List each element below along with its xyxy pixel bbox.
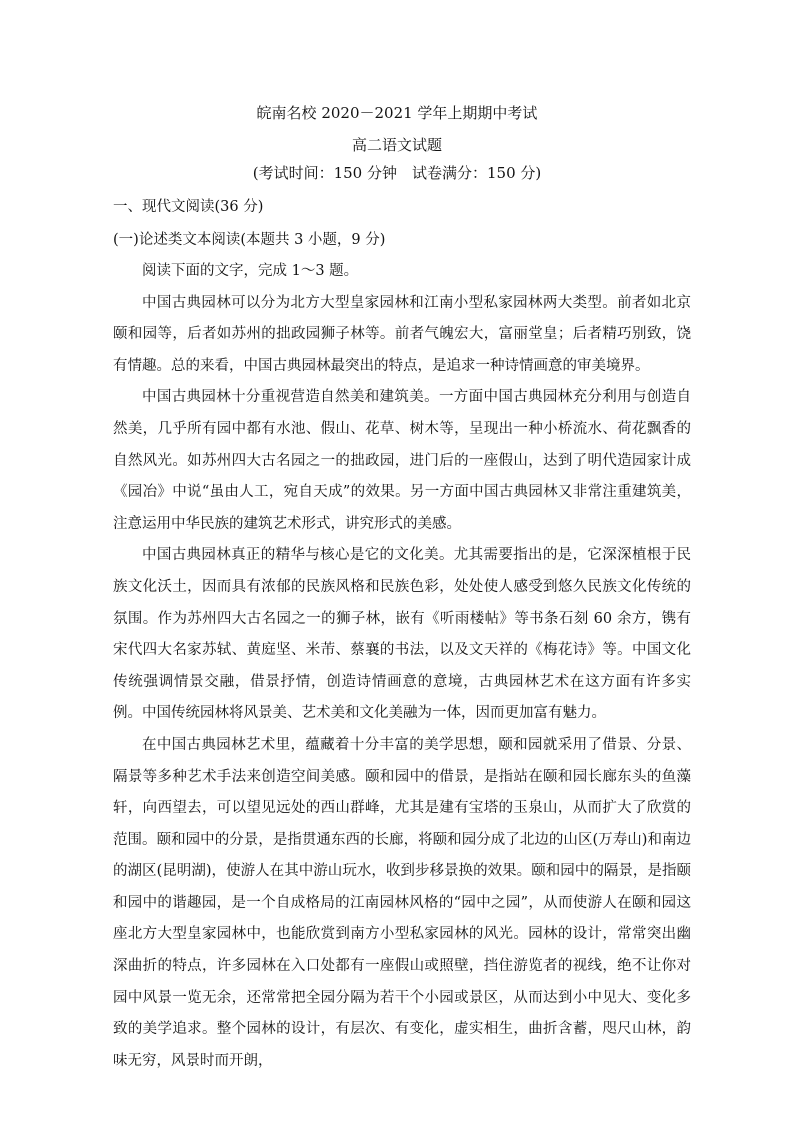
reading-passage [113, 256, 691, 1077]
subject-title: 高二语文试题 [351, 136, 442, 154]
passage-paragraph-2: 中国古典园林十分重视营造自然美和建筑美。一方面中国古典园林充分利用与创造自然美，几乎所有园中都有水池、假山、花草、树木等，呈现出一种小桥流水、荷花飘香的自然风光。如苏州四大古名园之一的拙政园，进门后的一座假山，达到了明代造园家计成《园冶》中说“虽由人工，宛自天成”的效果。另一方面中国古典园林又非常注重建筑美，注意运用中华民族的建筑艺术形式，讲究形式的美感。 [113, 389, 691, 532]
exam-info: (考试时间：150 分钟 试卷满分：150 分) [252, 164, 542, 182]
section-heading: 一、现代文阅读(36 分) [113, 199, 264, 215]
passage-paragraph-3: 中国古典园林真正的精华与核心是它的文化美。尤其需要指出的是，它深深植根于民族文化沃土，因而具有浓郁的民族风格和民族色彩，处处使人感受到悠久民族文化传统的氛围。作为苏州四大古名园之一的狮子林，嵌有《听雨楼帖》等书条石刻 60 余方，镌有宋代四大名家苏轼、黄庭坚、米芾、蔡襄的书法，以及文天祥的《梅花诗》等。中国文化传统强调情景交融，借景抒情，创造诗情画意的意境，古典园林艺术在这方面有许多实例。中国传统园林将风景美、艺术美和文化美融为一体，因而更加富有魅力。 [113, 547, 691, 722]
passage-paragraph-1: 中国古典园林可以分为北方大型皇家园林和江南小型私家园林两大类型。前者如北京颐和园等，后者如苏州的拙政园狮子林等。前者气魄宏大，富丽堂皇；后者精巧别致，饶有情趣。总的来看，中国古典园林最突出的特点，是追求一种诗情画意的审美境界。 [113, 294, 691, 374]
passage-instruction: 阅读下面的文字，完成 1～3 题。 [142, 263, 359, 279]
passage-paragraph-4: 在中国古典园林艺术里，蕴藏着十分丰富的美学思想，颐和园就采用了借景、分景、隔景等多种艺术手法来创造空间美感。颐和园中的借景，是指站在颐和园长廊东头的鱼藻轩，向西望去，可以望见远处的西山群峰，尤其是建有宝塔的玉泉山，从而扩大了欣赏的范围。颐和园中的分景，是指贯通东西的长廊，将颐和园分成了北边的山区(万寿山)和南边的湖区(昆明湖)，使游人在其中游山玩水，收到步移景换的效果。颐和园中的隔景，是指颐和园中的谐趣园，是一个自成格局的江南园林风格的“园中之园”，从而使游人在颐和园这座北方大型皇家园林中，也能欣赏到南方小型私家园林的风光。园林的设计，常常突出幽深曲折的特点，许多园林在入口处都有一座假山或照壁，挡住游览者的视线，绝不让你对园中风景一览无余，还常常把全园分隔为若干个小园或景区，从而达到小中见大、变化多致的美学追求。整个园林的设计，有层次、有变化，虚实相生，曲折含蓄，咫尺山林，韵味无穷，风景时而开朗， [113, 736, 691, 1069]
section-subheading: (一)论述类文本阅读(本题共 3 小题，9 分) [113, 232, 386, 248]
exam-title: 皖南名校 2020－2021 学年上期期中考试 [256, 104, 538, 122]
